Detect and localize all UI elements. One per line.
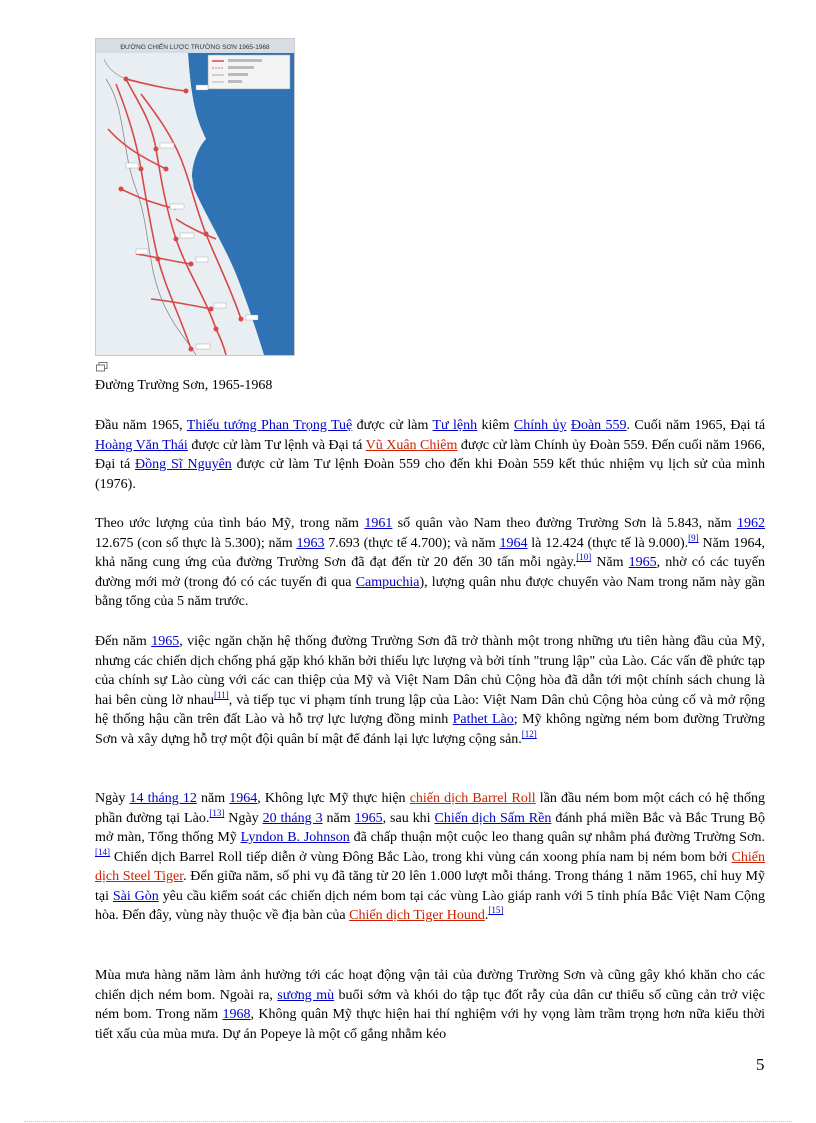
ref-10[interactable]: [10] — [576, 552, 592, 563]
link-1965[interactable]: 1965 — [354, 810, 383, 826]
paragraph-4: Ngày 14 tháng 12 năm 1964, Không lực Mỹ thực hiện chiến dịch Barrel Roll lần đầu ném bom một cách có hệ thống phần đường tại Lào.[13] Ngày 20 tháng 3 năm 1965, sau khi Chiến dịch Sấm Rền đánh phá miền Bắc và Bắc Trung Bộ mở màn, Tổng thống Mỹ Lyndon B. Johnson đã chấp thuận một cuộc leo thang quân sự nhằm phá đường Trường Sơn.[14] Chiến dịch Barrel Roll tiếp diễn ở vùng Đông Bắc Lào, trong khi vùng cán xoong phía nam bị ném bom bởi Chiến dịch Steel Tiger. Đến giữa năm, số phi vụ đã tăng từ 20 lên 1.000 lượt mỗi tháng. Trong tháng 1 năm 1965, chỉ huy Mỹ tại Sài Gòn yêu cầu kiểm soát các chiến dịch ném bom tại các vùng Lào giáp ranh với 5 tỉnh phía Bắc Việt Nam Cộng hòa. Đến đây, vùng này thuộc về địa bàn của Chiến dịch Tiger Hound.[15] — [95, 791, 766, 923]
enlarge-icon[interactable] — [96, 362, 108, 372]
link-steel-tiger[interactable]: Chiến dịch Steel Tiger — [95, 849, 765, 884]
link-1964[interactable]: 1964 — [229, 791, 258, 806]
route-map-image — [95, 38, 295, 356]
footer-divider — [24, 1121, 792, 1122]
link-campuchia[interactable]: Campuchia — [355, 574, 420, 590]
link-1961[interactable]: 1961 — [364, 516, 393, 531]
link-20-thang-3[interactable]: 20 tháng 3 — [262, 810, 323, 826]
link-1968[interactable]: 1968 — [222, 1007, 251, 1022]
paragraph-5: Mùa mưa hàng năm làm ảnh hưởng tới các hoạt động vận tải của đường Trường Sơn và cũng gây khó khăn cho các chiến dịch ném bom. Ngoài ra, sương mù buổi sớm và khói do tập tục đốt rẫy của dân cư thiểu số cũng cản trở việc ném bom. Trong năm 1968, Không quân Mỹ thực hiện hai thí nghiệm với hy vọng làm trầm trọng hơn nữa kiểu thời tiết xấu của mùa mưa. Dự án Popeye là một cố gắng nhằm kéo — [95, 968, 765, 1042]
link-tu-lenh[interactable]: Tư lệnh — [432, 418, 478, 433]
map-title: ĐƯỜNG CHIẾN LƯỢC TRƯỜNG SƠN 1965-1968 — [120, 44, 270, 51]
figure-caption: Đường Trường Sơn, 1965-1968 — [95, 378, 273, 393]
link-1963[interactable]: 1963 — [296, 535, 325, 551]
page-number: 5 — [756, 1055, 765, 1074]
paragraph-3: Đến năm 1965, việc ngăn chặn hệ thống đường Trường Sơn đã trở thành một trong những ưu tiên hàng đầu của Mỹ, nhưng các chiến dịch chống phá gặp khó khăn bởi thiếu lực lượng và bởi tính "trung lập" của Lào. Các vấn đề phức tạp của chính sự Lào cùng với các can thiệp của Mỹ và Việt Nam Dân chủ Cộng hòa đã dẫn tới một chính sách chung là hai bên cùng lờ nhau[11], và tiếp tục vi phạm tính trung lập của Lào: Việt Nam Dân chủ Cộng hòa củng cố và mở rộng hệ thống hậu cần trên đất Lào và hỗ trợ lực lượng đồng minh Pathet Lào; Mỹ không ngừng ném bom đường Trường Sơn và xây dựng hỗ trợ một đội quân bí mật để đánh lại lực lượng cộng sản.[12] — [95, 634, 766, 747]
link-1962[interactable]: 1962 — [737, 516, 765, 531]
paragraph-2: Theo ước lượng của tình báo Mỹ, trong năm 1961 số quân vào Nam theo đường Trường Sơn là 5.843, năm 1962 12.675 (con số thực là 5.300); năm 1963 7.693 (thực tế 4.700); và năm 1964 là 12.424 (thực tế là 9.000).[9] Năm 1964, khả năng cung ứng của đường Trường Sơn đã đạt đến từ 20 đến 30 tấn mỗi ngày.[10] Năm 1965, nhờ có các tuyến đường mới mở (trong đó có các tuyến đi qua Campuchia), lượng quân nhu được chuyển vào Nam trong năm này gần bằng tổng của 5 năm trước. — [95, 516, 766, 609]
link-pathet-lao[interactable]: Pathet Lào — [452, 712, 514, 727]
link-barrel-roll[interactable]: chiến dịch Barrel Roll — [409, 791, 536, 806]
ref-14[interactable]: [14] — [95, 846, 110, 857]
link-1965[interactable]: 1965 — [628, 555, 657, 570]
link-1964[interactable]: 1964 — [499, 535, 528, 551]
link-sam-ren[interactable]: Chiến dịch Sấm Rền — [434, 810, 552, 826]
link-chinh-uy[interactable]: Chính ủy — [513, 418, 567, 433]
link-vu-xuan-chiem[interactable]: Vũ Xuân Chiêm — [365, 437, 458, 453]
link-14-thang-12[interactable]: 14 tháng 12 — [129, 791, 197, 806]
paragraph-1: Đầu năm 1965, Thiếu tướng Phan Trọng Tuệ được cử làm Tư lệnh kiêm Chính ủy Đoàn 559. Cuối năm 1965, Đại tá Hoàng Văn Thái được cử làm Tư lệnh và Đại tá Vũ Xuân Chiêm được cử làm Chính ủy Đoàn 559. Đến cuối năm 1966, Đại tá Đồng Sĩ Nguyên được cử làm Tư lệnh Đoàn 559 cho đến khi Đoàn 559 kết thúc nhiệm vụ lịch sử của mình (1976). — [95, 418, 766, 492]
link-suong-mu[interactable]: sương mù — [277, 987, 335, 1003]
ref-11[interactable]: [11] — [214, 689, 229, 700]
ref-12[interactable]: [12] — [521, 728, 537, 739]
link-sai-gon[interactable]: Sài Gòn — [112, 888, 159, 904]
link-hoang-van-thai[interactable]: Hoàng Văn Thái — [95, 437, 188, 453]
link-phan-trong-tue[interactable]: Thiếu tướng Phan Trọng Tuệ — [186, 418, 353, 433]
ref-15[interactable]: [15] — [488, 905, 504, 916]
ref-13[interactable]: [13] — [209, 807, 225, 818]
link-lyndon-johnson[interactable]: Lyndon B. Johnson — [240, 830, 350, 845]
link-dong-si-nguyen[interactable]: Đồng Sĩ Nguyên — [135, 457, 232, 472]
ref-9[interactable]: [9] — [688, 532, 699, 543]
link-1965[interactable]: 1965 — [151, 634, 180, 649]
link-doan-559[interactable]: Đoàn 559 — [570, 418, 627, 433]
link-tiger-hound[interactable]: Chiến dịch Tiger Hound — [349, 908, 485, 923]
